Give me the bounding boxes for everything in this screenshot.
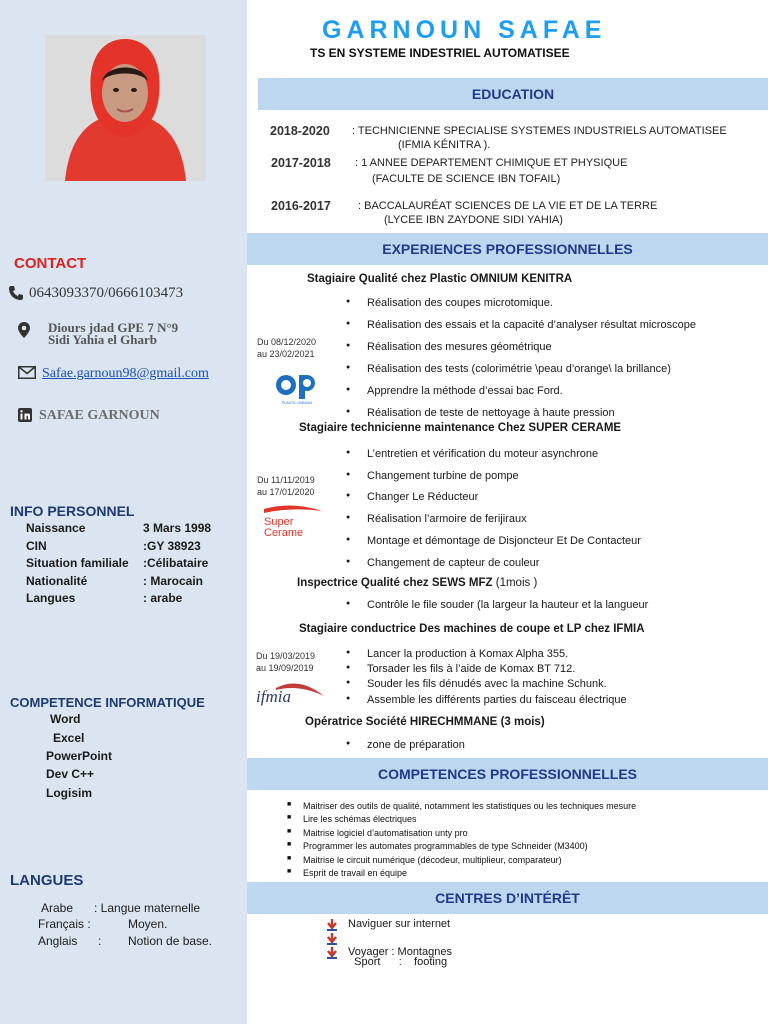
linkedin-name[interactable]: SAFAE GARNOUN (39, 408, 160, 423)
job-title: Stagiaire Qualité chez Plastic OMNIUM KENITRA (307, 273, 573, 285)
info-key: Situation familiale (26, 556, 129, 570)
info-row (26, 539, 236, 557)
info-value: : arabe (143, 591, 183, 605)
info-key: Naissance (26, 521, 86, 535)
job-date-to: au 23/02/2021 (257, 349, 315, 359)
job-title-text: Opératrice Société HIRECHMMANE (305, 716, 498, 728)
job-date-from: Du 08/12/2020 (257, 337, 317, 347)
job-title: Stagiaire conductrice Des machines de coupe et LP chez IFMIA (299, 623, 645, 635)
info-heading: INFO PERSONNEL (10, 503, 135, 519)
email-link[interactable]: Safae.garnoun98@gmail.com (42, 366, 209, 381)
interests-heading: CENTRES D’INTÉRÊT (435, 890, 580, 906)
info-key: CIN (26, 538, 47, 553)
education-school: (FACULTE DE SCIENCE IBN TOFAIL) (372, 173, 561, 185)
info-key: Langues (26, 591, 76, 605)
job-date-to: au 19/09/2019 (256, 663, 314, 673)
info-value: 3 Mars 1998 (143, 521, 212, 535)
education-line: : TECHNICIENNE SPECIALISE SYSTEMES INDUSTRIELS AUTOMATISEE (352, 125, 727, 137)
job-bullet: ● zone de préparation (367, 739, 465, 751)
plastic-omnium-logo (271, 372, 323, 406)
job-dates (257, 336, 316, 360)
job-bullet: ● Réalisation l’armoire de ferijiraux (367, 513, 527, 525)
skill-item: Dev C++ (46, 767, 95, 781)
info-row (26, 574, 236, 592)
skill-item: Logisim (46, 786, 93, 800)
info-value: :GY 38923 (143, 538, 201, 553)
computer-skills-heading: COMPETENCE INFORMATIQUE (10, 695, 205, 710)
competence-item: ■ Maitrise logiciel d’automatisation unty pro (303, 828, 468, 838)
job-bullet: ● Contrôle le file souder (la largeur la hauteur et la langueur (367, 599, 648, 611)
info-value: :Célibataire (143, 556, 209, 570)
linkedin-row (18, 408, 160, 424)
ifmia-logo (254, 678, 330, 712)
education-years: 2017-2018 (271, 156, 331, 170)
job-date-from: Du 19/03/2019 (256, 651, 316, 661)
education-school: (LYCEE IBN ZAYDONE SIDI YAHIA) (384, 214, 563, 226)
language-level: : Langue maternelle (94, 901, 201, 915)
language-name: Arabe (41, 901, 74, 915)
job-duration: (3 mois) (500, 716, 545, 728)
job-bullet: ● Assemble les différents parties du faisceau électrique (367, 694, 627, 706)
info-row (26, 521, 236, 539)
competence-item: ■ Maitriser des outils de qualité, notamment les statistiques ou les techniques mesure (303, 801, 636, 811)
languages-heading: LANGUES (10, 872, 84, 889)
super-cerame-logo (262, 503, 334, 539)
job-dates (256, 650, 315, 674)
education-school: (IFMIA KÉNITRA ). (398, 139, 491, 151)
arrow-bullet-icon (326, 933, 338, 945)
language-name: Français : (38, 917, 91, 931)
super-cerame-logo-text: Super (264, 516, 294, 528)
ifmia-logo-text: ifmia (256, 687, 291, 706)
job-bullet: ● Torsader les fils à l’aide de Komax BT 712. (367, 663, 575, 675)
job-title: Stagiaire technicienne maintenance Chez SUPER CERAME (299, 422, 622, 434)
education-heading: EDUCATION (471, 86, 555, 102)
experience-heading: EXPERIENCES PROFESSIONNELLES (382, 241, 633, 257)
candidate-title: TS EN SYSTEME INDESTRIEL AUTOMATISEE (310, 46, 570, 60)
education-years: 2016-2017 (271, 199, 331, 213)
job-title (305, 716, 545, 728)
language-level: : Notion de base. (98, 934, 213, 948)
job-dates (257, 474, 315, 498)
education-line: : BACCALAURÉAT SCIENCES DE LA VIE ET DE LA TERRE (358, 200, 658, 212)
super-cerame-logo-text: Cerame (264, 527, 304, 539)
job-bullet: ● Souder les fils dénudés avec la machine Schunk. (367, 678, 607, 690)
competences-heading: COMPETENCES PROFESSIONNELLES (377, 766, 638, 782)
job-bullet: ● Changer Le Réducteur (367, 491, 478, 503)
competence-item: ■ Programmer les automates programmables de type Schneider (M3400) (303, 841, 588, 851)
job-bullet: ● Changement de capteur de couleur (367, 557, 539, 569)
interest-item (348, 918, 450, 930)
job-title-text: Inspectrice Qualité chez SEWS MFZ (297, 577, 493, 589)
job-title (297, 577, 537, 589)
job-bullet: ● L’entretien et vérification du moteur asynchrone (367, 448, 598, 460)
experience-band (247, 233, 768, 265)
arrow-bullet-icon (326, 947, 338, 959)
info-value: : Marocain (143, 573, 204, 588)
phone-row (8, 285, 183, 302)
competence-item: ■ Maitrise le circuit numérique (décodeur, multiplieur, comparateur) (303, 855, 562, 865)
interests-band (247, 882, 768, 914)
info-row (26, 591, 236, 609)
location-pin-icon (18, 322, 32, 338)
linkedin-icon (18, 408, 36, 424)
skill-item: Excel (53, 731, 85, 745)
competences-band (247, 758, 768, 790)
address-row (18, 322, 178, 346)
interest-item (348, 946, 452, 958)
info-table (26, 521, 236, 609)
job-bullet: ● Lancer la production à Komax Alpha 355. (367, 648, 568, 660)
job-bullet: ● Apprendre la méthode d’essai bac Ford. (367, 385, 563, 397)
education-line: : 1 ANNEE DEPARTEMENT CHIMIQUE ET PHYSIQUE (355, 157, 628, 169)
skill-item: PowerPoint (46, 749, 113, 763)
info-row (26, 556, 236, 574)
job-bullet: ● Réalisation des coupes microtomique. (367, 297, 553, 309)
interest-text: Naviguer sur internet (348, 918, 451, 930)
job-date-to: au 17/01/2020 (257, 487, 315, 497)
phone-number[interactable]: 0643093370/0666103473 (29, 285, 184, 301)
language-name: Anglais (38, 934, 78, 948)
contact-heading: CONTACT (14, 255, 87, 272)
job-bullet: ● Réalisation des tests (colorimétrie \peau d’orange\ la brillance) (367, 363, 671, 375)
phone-icon (8, 285, 26, 301)
competence-item: ■ Esprit de travail en équipe (303, 868, 407, 878)
job-date-from: Du 11/11/2019 (257, 475, 315, 485)
info-key: Nationalité (26, 573, 88, 588)
address-line-1: Diours jdad GPE 7 N°9 (48, 320, 179, 335)
candidate-name: GARNOUN SAFAE (322, 16, 607, 44)
competence-item: ■ Lire les schémas électriques (303, 814, 417, 824)
language-level: Moyen. (128, 917, 168, 931)
envelope-icon (18, 366, 39, 382)
job-bullet: ● Réalisation de teste de nettoyage à haute pression (367, 407, 615, 419)
education-years: 2018-2020 (270, 124, 330, 138)
job-bullet: ● Montage et démontage de Disjoncteur Et De Contacteur (367, 535, 641, 547)
job-bullet: ● Changement turbine de pompe (367, 470, 519, 482)
plastic-omnium-logo-text: PLASTIC OMNIUM (281, 401, 313, 405)
address (48, 322, 178, 346)
address-line-2: Sidi Yahia el Gharb (48, 332, 157, 347)
email-row (18, 366, 209, 382)
job-bullet: ● Réalisation des essais et la capacité d’analyser résultat microscope (367, 319, 696, 331)
profile-photo (45, 35, 206, 181)
interest-text: Sport : footing (354, 956, 448, 968)
job-bullet: ● Réalisation des mesures géométrique (367, 341, 552, 353)
education-band (258, 78, 768, 110)
arrow-bullet-icon (326, 919, 338, 931)
interest-text: Voyager : Montagnes (348, 946, 452, 958)
job-duration: (1mois ) (495, 577, 538, 589)
skill-item: Word (50, 712, 81, 726)
